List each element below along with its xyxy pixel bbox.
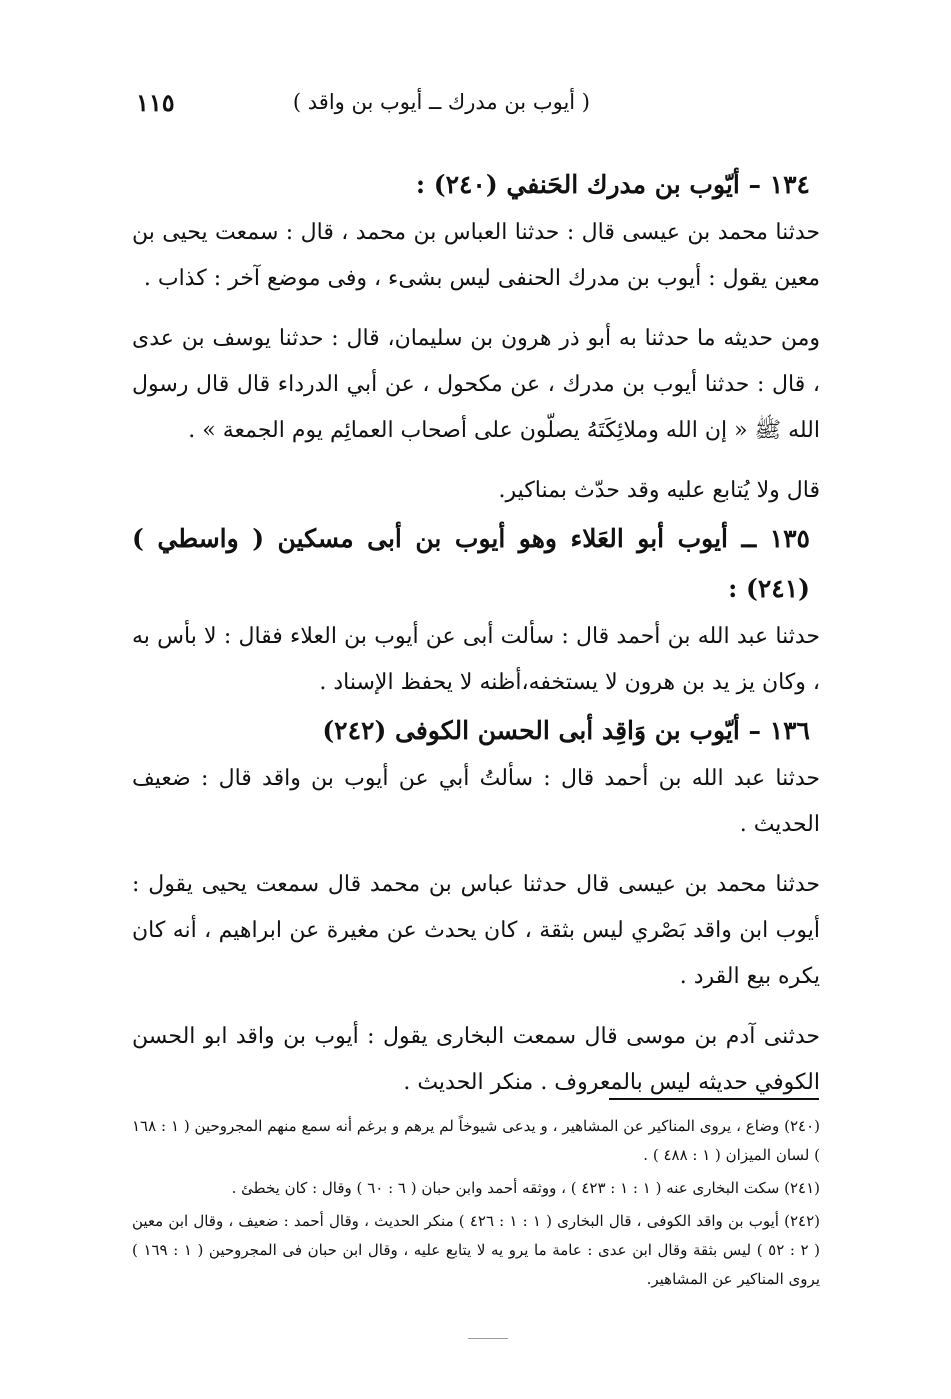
footnotes <box>132 1112 820 1298</box>
entry-heading: ١٣٦ – أيّوب بن وَاقِد أبى الحسن الكوفى (٢٤٢) <box>322 716 810 745</box>
entry-heading: ١٣٤ – أيّوب بن مدرك الحَنفي (٢٤٠) : <box>415 170 810 199</box>
running-title: ( أيوب بن مدرك ــ أيوب بن واقد ) <box>292 90 590 114</box>
entry-134 <box>132 160 820 514</box>
footnote-divider <box>609 1098 819 1100</box>
paragraph-gap <box>132 454 820 468</box>
paragraph-gap <box>132 1000 820 1014</box>
paragraph-gap <box>132 848 820 862</box>
entry-heading: ١٣٥ ــ أيوب أبو العَلاء وهو أيوب بن أبى مسكين ( واسطي ) (٢٤١) : <box>132 524 810 603</box>
entry-paragraph: حدثنا محمد بن عيسى قال : حدثنا العباس بن محمد ، قال : سمعت يحيى بن معين يقول : أيوب بن مدرك الحنفى ليس بشىء ، وفى موضع آخر : كذاب . <box>132 220 820 291</box>
entry-135 <box>132 514 820 706</box>
entry-paragraph: ومن حديثه ما حدثنا به أبو ذر هرون بن سليمان، قال : حدثنا يوسف بن عدى ، قال : حدثنا أيوب بن مدرك ، عن مكحول ، عن أبي الدرداء قال قال رسول الله ﷺ « إن الله وملائِكَتَهُ يصلّون على أصحاب العمائِم يوم الجمعة » . <box>132 326 820 443</box>
page-header <box>130 88 820 128</box>
entry-paragraph: حدثنى آدم بن موسى قال سمعت البخارى يقول : أيوب بن واقد ابو الحسن الكوفي حديثه ليس بالمعروف . منكر الحديث . <box>132 1024 820 1095</box>
entry-paragraph: حدثنا عبد الله بن أحمد قال : سألت أبى عن أيوب بن العلاء فقال : لا بأس به ، وكان يز يد بن هرون لا يستخفه،أظنه لا يحفظ الإسناد . <box>132 624 820 695</box>
main-text <box>132 160 820 1106</box>
bottom-rule <box>468 1338 508 1339</box>
footnote-242: (٢٤٢) أيوب بن واقد الكوفى ، قال البخارى ( ١ : ١ : ٤٢٦ ) منكر الحديث ، وقال أحمد : ضعيف ، وقال ابن معين ( ٢ : ٥٢ ) ليس بثقة وقال ابن عدى : عامة ما يرو يه لا يتابع عليه ، وقال ابن حبان فى المجروحين ( ١ : ١٦٩ ) يروى المناكير عن المشاهير. <box>132 1212 821 1288</box>
entry-paragraph: حدثنا محمد بن عيسى قال حدثنا عباس بن محمد قال سمعت يحيى يقول : أيوب ابن واقد بَصْري ليس بثقة ، كان يحدث عن مغيرة عن ابراهيم ، أنه كان يكره بيع القرد . <box>132 872 820 989</box>
entry-paragraph: قال ولا يُتابع عليه وقد حدّث بمناكير. <box>498 478 820 503</box>
entry-136 <box>132 706 820 1106</box>
footnote-240: (٢٤٠) وضاع ، يروى المناكير عن المشاهير ، و يدعى شيوخاً لم يرهم و برغم أنه سمع منهم المجروحين ( ١ : ١٦٨ ) لسان الميزان ( ١ : ٤٨٨ ) . <box>132 1117 821 1164</box>
page-number: ١١٥ <box>136 88 175 117</box>
footnote-241: (٢٤١) سكت البخارى عنه ( ١ : ١ : ٤٢٣ ) ، ووثقه أحمد وابن حبان ( ٦ : ٦٠ ) وقال : كان يخطئ . <box>231 1179 820 1197</box>
paragraph-gap <box>132 302 820 316</box>
entry-paragraph: حدثنا عبد الله بن أحمد قال : سألتُ أبي عن أيوب بن واقد قال : ضعيف الحديث . <box>132 766 820 837</box>
